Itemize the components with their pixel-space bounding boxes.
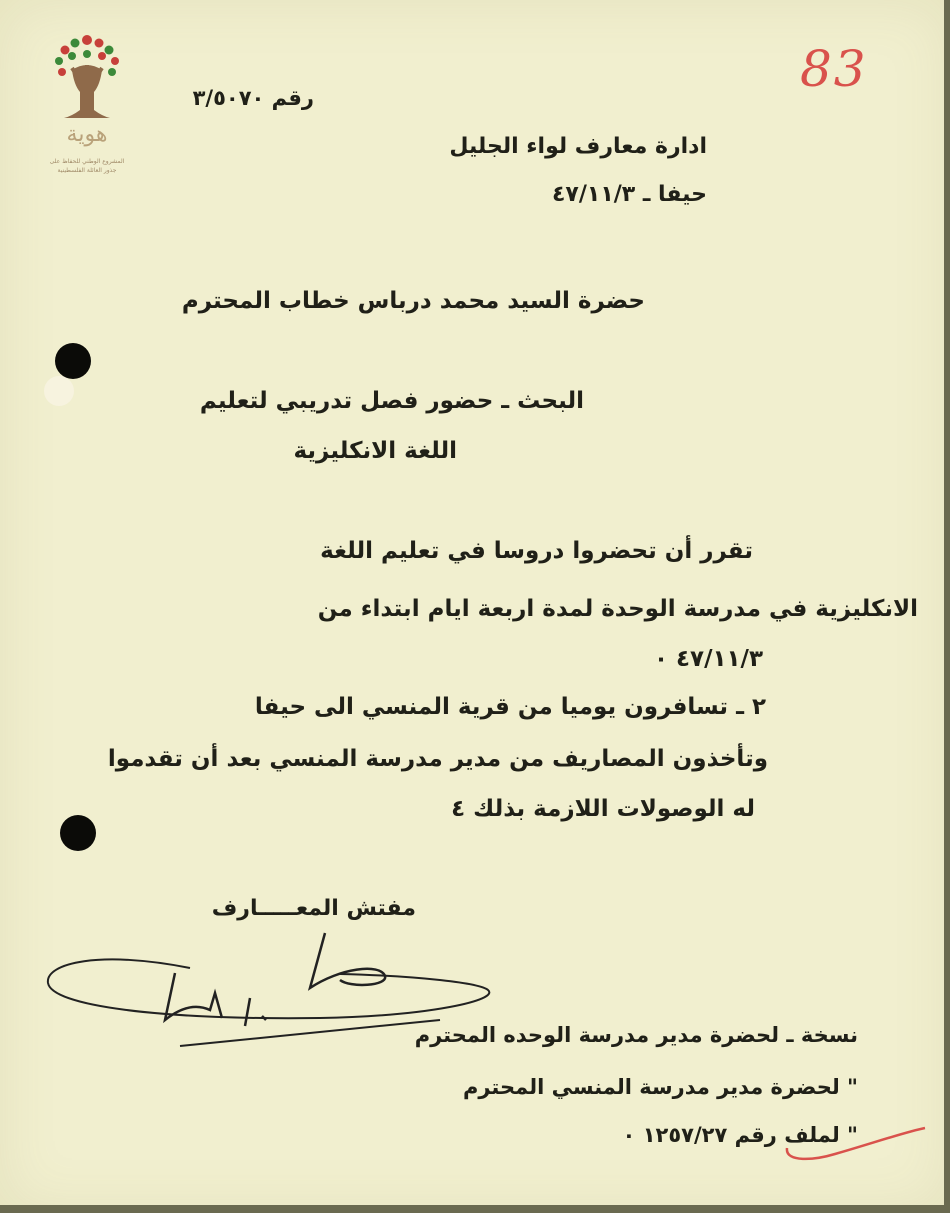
folio-number: 83 [800,40,868,98]
punch-hole [55,343,91,379]
body-line-5: وتأخذون المصاريف من مدير مدرسة المنسي بعد أن تقدموا [107,746,768,772]
copy-line-3: " لملف رقم ١٢٥٧/٢٧ ٠ [622,1123,858,1147]
signature-title: مفتش المعـــــارف [211,896,416,921]
red-pen-mark [775,1118,935,1168]
scan-edge-bottom [0,1205,950,1213]
subject-line-1: البحث ـ حضور فصل تدريبي لتعليم [199,388,584,414]
logo-subtitle-line1: المشروع الوطني للحفاظ على [49,158,125,165]
punch-hole [60,815,96,851]
place-date: حيفا ـ ٤٧/١١/٣ [552,182,707,207]
body-line-4: ٢ ـ تسافرون يوميا من قرية المنسي الى حيفا [254,694,766,720]
subject-line-2: اللغة الانكليزية [293,438,457,464]
hawiya-logo [42,30,132,195]
body-line-1: تقرر أن تحضروا دروسا في تعليم اللغة [320,538,753,564]
scan-edge-right [944,0,950,1213]
logo-name: هوية [66,122,108,147]
copy-line-2: " لحضرة مدير مدرسة المنسي المحترم [462,1075,858,1099]
copy-line-1: نسخة ـ لحضرة مدير مدرسة الوحده المحترم [414,1023,858,1047]
reference-number: رقم ٣/٥٠٧٠ [192,86,314,110]
body-line-6: له الوصولات اللازمة بذلك ٤ [451,796,755,822]
punch-hole-shadow [44,376,74,406]
addressee-line: حضرة السيد محمد درباس خطاب المحترم [181,288,645,314]
family-tree-icon [42,30,132,125]
body-line-2: الانكليزية في مدرسة الوحدة لمدة اربعة ايام ابتداء من [317,596,918,622]
department-heading: ادارة معارف لواء الجليل [449,134,707,159]
body-line-3: ٤٧/١١/٣ ٠ [653,646,763,672]
logo-subtitle-line2: جذور العائلة الفلسطينية [57,167,117,174]
